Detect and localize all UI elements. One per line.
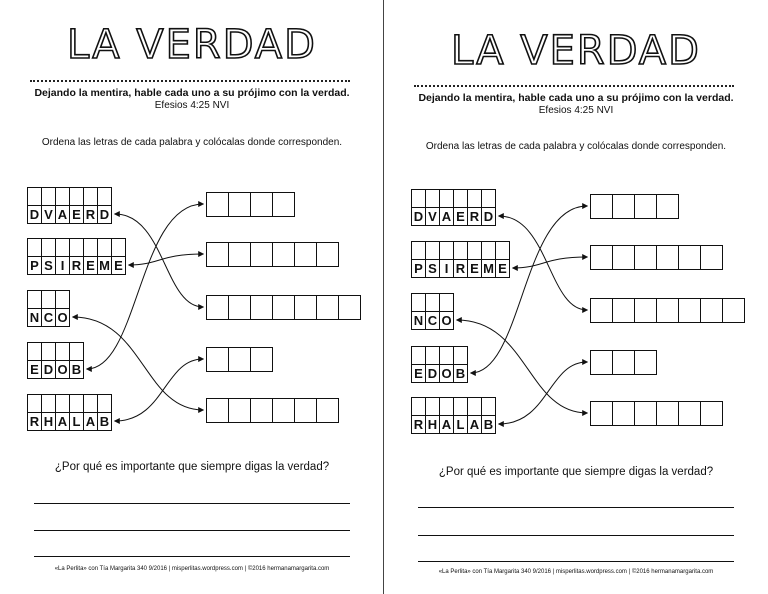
empty-letter-cell[interactable]: [83, 394, 98, 413]
empty-letter-cell[interactable]: [97, 238, 112, 257]
answer-cell[interactable]: [678, 245, 701, 270]
answer-cell[interactable]: [206, 242, 229, 267]
empty-letter-cell[interactable]: [453, 346, 468, 365]
empty-letter-cell[interactable]: [495, 241, 510, 260]
answer-cell[interactable]: [316, 295, 339, 320]
answer-cell[interactable]: [206, 347, 229, 372]
scrambled-letter: D: [411, 207, 426, 226]
answer-cell[interactable]: [612, 245, 635, 270]
scrambled-letter: P: [27, 256, 42, 275]
empty-letter-cell[interactable]: [69, 342, 84, 361]
scrambled-letter: C: [41, 308, 56, 327]
scrambled-letter: O: [55, 360, 70, 379]
scrambled-letter: M: [481, 259, 496, 278]
scrambled-word: [411, 397, 495, 434]
worksheet-title: LA VERDAD: [451, 28, 701, 74]
empty-letter-cell[interactable]: [481, 189, 496, 208]
scrambled-letter: R: [69, 256, 84, 275]
empty-letter-cell[interactable]: [27, 238, 42, 257]
answer-cell[interactable]: [590, 194, 613, 219]
scrambled-letter: B: [453, 364, 468, 383]
scrambled-word: [27, 394, 111, 431]
answer-cell[interactable]: [634, 401, 657, 426]
scrambled-letter: A: [55, 412, 70, 431]
answer-cell[interactable]: [722, 298, 745, 323]
empty-letter-cell[interactable]: [97, 394, 112, 413]
answer-cell[interactable]: [634, 298, 657, 323]
scrambled-letter: R: [27, 412, 42, 431]
empty-letter-cell[interactable]: [439, 397, 454, 416]
answer-cell[interactable]: [656, 194, 679, 219]
empty-letter-cell[interactable]: [411, 293, 426, 312]
answer-cell[interactable]: [272, 398, 295, 423]
empty-letter-cell[interactable]: [41, 238, 56, 257]
scrambled-letter: L: [69, 412, 84, 431]
answer-cell[interactable]: [700, 245, 723, 270]
answer-cell[interactable]: [700, 401, 723, 426]
answer-cell[interactable]: [206, 192, 229, 217]
scrambled-word: [27, 290, 69, 327]
empty-letter-cell[interactable]: [55, 290, 70, 309]
empty-letter-cell[interactable]: [425, 293, 440, 312]
verse-reference: Efesios 4:25 NVI: [538, 105, 614, 116]
question-text: ¿Por qué es importante que siempre digas la verdad?: [438, 466, 714, 478]
empty-letter-cell[interactable]: [425, 346, 440, 365]
answer-cell[interactable]: [206, 295, 229, 320]
scrambled-letter: A: [55, 205, 70, 224]
scrambled-letter: N: [411, 311, 426, 330]
empty-letter-cell[interactable]: [425, 189, 440, 208]
answer-cell[interactable]: [206, 398, 229, 423]
scrambled-word: [27, 238, 125, 275]
scrambled-word: [27, 342, 83, 379]
scrambled-letter: R: [467, 207, 482, 226]
answer-cell[interactable]: [228, 398, 251, 423]
question-text: ¿Por qué es importante que siempre digas la verdad?: [54, 461, 330, 473]
instruction-text: Ordena las letras de cada palabra y colócalas donde corresponden.: [425, 141, 727, 152]
answer-cell[interactable]: [272, 295, 295, 320]
empty-letter-cell[interactable]: [439, 293, 454, 312]
empty-letter-cell[interactable]: [467, 397, 482, 416]
answer-cell[interactable]: [228, 295, 251, 320]
connector-arrow: [115, 359, 203, 421]
empty-letter-cell[interactable]: [83, 187, 98, 206]
empty-letter-cell[interactable]: [83, 238, 98, 257]
verse-text: Dejando la mentira, hable cada uno a su prójimo con la verdad.: [34, 87, 350, 99]
answer-cell[interactable]: [656, 245, 679, 270]
empty-letter-cell[interactable]: [439, 346, 454, 365]
answer-cell[interactable]: [228, 347, 251, 372]
empty-letter-cell[interactable]: [411, 346, 426, 365]
scrambled-letter: S: [425, 259, 440, 278]
answer-cell[interactable]: [228, 192, 251, 217]
answer-cell[interactable]: [250, 242, 273, 267]
answer-cell[interactable]: [294, 398, 317, 423]
scrambled-word: [411, 293, 453, 330]
answer-line: [418, 561, 734, 562]
answer-cell[interactable]: [250, 192, 273, 217]
empty-letter-cell[interactable]: [453, 397, 468, 416]
empty-letter-cell[interactable]: [27, 187, 42, 206]
scrambled-letter: A: [467, 415, 482, 434]
answer-cell[interactable]: [590, 245, 613, 270]
empty-letter-cell[interactable]: [439, 241, 454, 260]
empty-letter-cell[interactable]: [27, 394, 42, 413]
scrambled-letter: R: [411, 415, 426, 434]
answer-cell[interactable]: [228, 242, 251, 267]
answer-line: [34, 530, 350, 531]
answer-cell[interactable]: [634, 194, 657, 219]
scrambled-letter: D: [481, 207, 496, 226]
answer-cell[interactable]: [634, 350, 657, 375]
scrambled-letter: R: [453, 259, 468, 278]
answer-cell[interactable]: [250, 398, 273, 423]
worksheet-right: [384, 0, 768, 594]
answer-cell[interactable]: [316, 398, 339, 423]
empty-letter-cell[interactable]: [55, 394, 70, 413]
answer-cell[interactable]: [272, 192, 295, 217]
scrambled-word: [411, 241, 509, 278]
answer-cell[interactable]: [656, 401, 679, 426]
empty-letter-cell[interactable]: [467, 241, 482, 260]
scrambled-letter: I: [439, 259, 454, 278]
connector-arrow: [499, 362, 587, 424]
answer-cell[interactable]: [590, 298, 613, 323]
answer-boxes: [206, 398, 338, 423]
empty-letter-cell[interactable]: [69, 238, 84, 257]
scrambled-letter: V: [425, 207, 440, 226]
empty-letter-cell[interactable]: [27, 342, 42, 361]
answer-cell[interactable]: [700, 298, 723, 323]
scrambled-word: [411, 346, 467, 383]
answer-boxes: [206, 295, 360, 320]
empty-letter-cell[interactable]: [411, 189, 426, 208]
answer-cell[interactable]: [634, 245, 657, 270]
empty-letter-cell[interactable]: [453, 241, 468, 260]
empty-letter-cell[interactable]: [425, 397, 440, 416]
scrambled-letter: E: [495, 259, 510, 278]
verse-reference: Efesios 4:25 NVI: [154, 100, 230, 111]
scrambled-letter: L: [453, 415, 468, 434]
answer-boxes: [590, 401, 722, 426]
answer-cell[interactable]: [656, 298, 679, 323]
answer-cell[interactable]: [272, 242, 295, 267]
scrambled-letter: R: [83, 205, 98, 224]
scrambled-letter: C: [425, 311, 440, 330]
scrambled-letter: P: [411, 259, 426, 278]
answer-cell[interactable]: [338, 295, 361, 320]
empty-letter-cell[interactable]: [453, 189, 468, 208]
scrambled-letter: H: [425, 415, 440, 434]
answer-boxes: [590, 298, 744, 323]
scrambled-letter: M: [97, 256, 112, 275]
answer-cell[interactable]: [612, 194, 635, 219]
answer-cell[interactable]: [678, 298, 701, 323]
answer-cell[interactable]: [678, 401, 701, 426]
answer-cell[interactable]: [590, 350, 613, 375]
empty-letter-cell[interactable]: [69, 394, 84, 413]
scrambled-letter: B: [69, 360, 84, 379]
empty-letter-cell[interactable]: [467, 189, 482, 208]
worksheet-title: LA VERDAD: [67, 22, 317, 68]
footer-credits: «La Perlita» con Tía Margarita 340 9/2016 | misperlitas.wordpress.com | ©2016 hermanamargarita.com: [54, 566, 330, 572]
scrambled-letter: O: [55, 308, 70, 327]
scrambled-word: [411, 189, 495, 226]
empty-letter-cell[interactable]: [111, 238, 126, 257]
scrambled-letter: E: [453, 207, 468, 226]
empty-letter-cell[interactable]: [41, 342, 56, 361]
scrambled-letter: D: [41, 360, 56, 379]
scrambled-letter: B: [97, 412, 112, 431]
answer-line: [34, 503, 350, 504]
scrambled-letter: E: [83, 256, 98, 275]
answer-cell[interactable]: [294, 295, 317, 320]
answer-line: [418, 535, 734, 536]
empty-letter-cell[interactable]: [55, 342, 70, 361]
answer-boxes: [206, 242, 338, 267]
scrambled-letter: E: [69, 205, 84, 224]
answer-boxes: [206, 192, 294, 217]
scrambled-letter: B: [481, 415, 496, 434]
answer-cell[interactable]: [612, 401, 635, 426]
connector-arrow: [129, 254, 203, 265]
scrambled-letter: A: [439, 415, 454, 434]
answer-cell[interactable]: [250, 295, 273, 320]
scrambled-letter: N: [27, 308, 42, 327]
scrambled-letter: D: [97, 205, 112, 224]
empty-letter-cell[interactable]: [41, 290, 56, 309]
scrambled-letter: E: [411, 364, 426, 383]
scrambled-letter: E: [467, 259, 482, 278]
answer-cell[interactable]: [316, 242, 339, 267]
scrambled-word: [27, 187, 111, 224]
scrambled-letter: H: [41, 412, 56, 431]
answer-line: [34, 556, 350, 557]
empty-letter-cell[interactable]: [55, 238, 70, 257]
empty-letter-cell[interactable]: [425, 241, 440, 260]
empty-letter-cell[interactable]: [27, 290, 42, 309]
answer-boxes: [206, 347, 272, 372]
empty-letter-cell[interactable]: [481, 241, 496, 260]
answer-cell[interactable]: [590, 401, 613, 426]
empty-letter-cell[interactable]: [97, 187, 112, 206]
empty-letter-cell[interactable]: [481, 397, 496, 416]
scrambled-letter: O: [439, 364, 454, 383]
scrambled-letter: D: [27, 205, 42, 224]
answer-cell[interactable]: [612, 350, 635, 375]
scrambled-letter: O: [439, 311, 454, 330]
empty-letter-cell[interactable]: [41, 394, 56, 413]
empty-letter-cell[interactable]: [411, 241, 426, 260]
answer-cell[interactable]: [294, 242, 317, 267]
footer-credits: «La Perlita» con Tía Margarita 340 9/2016 | misperlitas.wordpress.com | ©2016 hermanamargarita.com: [438, 569, 714, 575]
scrambled-letter: E: [27, 360, 42, 379]
instruction-text: Ordena las letras de cada palabra y colócalas donde corresponden.: [41, 137, 343, 148]
answer-line: [418, 507, 734, 508]
scrambled-letter: D: [425, 364, 440, 383]
scrambled-letter: A: [83, 412, 98, 431]
answer-boxes: [590, 350, 656, 375]
scrambled-letter: V: [41, 205, 56, 224]
scrambled-letter: A: [439, 207, 454, 226]
answer-cell[interactable]: [250, 347, 273, 372]
answer-boxes: [590, 194, 678, 219]
empty-letter-cell[interactable]: [439, 189, 454, 208]
answer-cell[interactable]: [612, 298, 635, 323]
empty-letter-cell[interactable]: [41, 187, 56, 206]
empty-letter-cell[interactable]: [55, 187, 70, 206]
scrambled-letter: S: [41, 256, 56, 275]
empty-letter-cell[interactable]: [411, 397, 426, 416]
verse-text: Dejando la mentira, hable cada uno a su prójimo con la verdad.: [418, 92, 734, 104]
answer-boxes: [590, 245, 722, 270]
connector-arrow: [513, 257, 587, 268]
scrambled-letter: I: [55, 256, 70, 275]
scrambled-letter: E: [111, 256, 126, 275]
empty-letter-cell[interactable]: [69, 187, 84, 206]
